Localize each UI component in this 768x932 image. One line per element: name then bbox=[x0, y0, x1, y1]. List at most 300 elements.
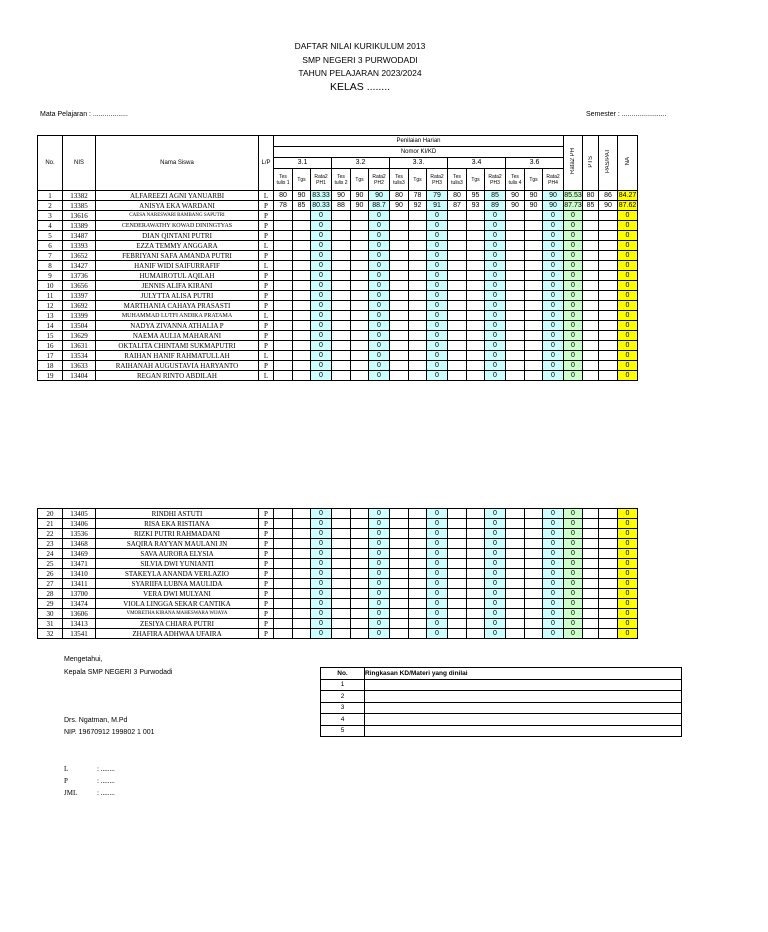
grade-cell bbox=[525, 629, 543, 639]
grade-cell bbox=[599, 281, 618, 291]
grade-cell bbox=[599, 589, 618, 599]
grade-cell: 84.27 bbox=[618, 191, 637, 199]
grade-cell: 0 bbox=[427, 579, 448, 589]
grade-cell bbox=[351, 609, 369, 619]
student-gender: P bbox=[259, 221, 274, 231]
student-gender: P bbox=[259, 361, 274, 371]
student-no: 6 bbox=[38, 241, 63, 251]
grade-cell bbox=[583, 629, 599, 639]
grade-cell: 0 bbox=[369, 519, 390, 529]
grade-cell bbox=[390, 519, 409, 529]
grade-cell: 0 bbox=[427, 291, 448, 301]
grade-cell bbox=[332, 331, 351, 341]
grade-cell: 0 bbox=[311, 599, 332, 609]
grade-cell bbox=[409, 301, 427, 311]
grade-cell bbox=[506, 261, 525, 271]
student-gender: P bbox=[259, 539, 274, 549]
student-gender: P bbox=[259, 619, 274, 629]
grades-table-page2 bbox=[37, 508, 638, 639]
grade-cell: 0 bbox=[311, 609, 332, 619]
grade-cell bbox=[409, 351, 427, 361]
grade-cell: 0 bbox=[485, 361, 506, 371]
grade-cell: 80.33 bbox=[312, 201, 330, 209]
grade-cell bbox=[506, 559, 525, 569]
grade-cell bbox=[409, 619, 427, 629]
kd-row-content[interactable] bbox=[365, 725, 682, 737]
student-no: 8 bbox=[38, 261, 63, 271]
grade-cell: 88 bbox=[332, 201, 351, 211]
grade-cell: 0 bbox=[311, 251, 332, 261]
grade-cell: 0 bbox=[311, 261, 332, 271]
student-row bbox=[38, 321, 638, 331]
student-no: 7 bbox=[38, 251, 63, 261]
grade-cell bbox=[467, 351, 485, 361]
student-nis: 13385 bbox=[63, 201, 96, 211]
col-pts bbox=[583, 136, 599, 191]
grade-cell bbox=[274, 599, 293, 609]
grade-cell: 0 bbox=[543, 599, 564, 609]
grade-cell bbox=[351, 301, 369, 311]
col-no: No. bbox=[38, 136, 63, 191]
sub-column-header: Rata2 PH4 bbox=[543, 169, 564, 191]
grade-cell bbox=[583, 569, 599, 579]
grade-cell: 0 bbox=[485, 629, 506, 639]
grade-cell bbox=[506, 629, 525, 639]
grade-cell: 0 bbox=[618, 281, 638, 291]
grade-cell bbox=[293, 211, 311, 221]
grade-cell bbox=[293, 241, 311, 251]
grade-cell bbox=[293, 361, 311, 371]
grade-cell bbox=[351, 311, 369, 321]
grade-cell: 0 bbox=[369, 361, 390, 371]
grade-cell bbox=[293, 271, 311, 281]
grade-cell: 0 bbox=[543, 221, 564, 231]
grade-cell bbox=[506, 221, 525, 231]
grade-cell bbox=[506, 519, 525, 529]
grade-cell: 88.7 bbox=[369, 201, 390, 211]
grade-cell bbox=[506, 371, 525, 381]
student-no: 12 bbox=[38, 301, 63, 311]
grade-cell bbox=[583, 261, 599, 271]
student-nis: 13616 bbox=[63, 211, 96, 221]
grade-cell: 80 bbox=[274, 191, 293, 201]
grade-cell bbox=[390, 371, 409, 381]
grade-cell bbox=[293, 291, 311, 301]
student-row bbox=[38, 549, 638, 559]
student-row bbox=[38, 301, 638, 311]
grade-cell bbox=[583, 559, 599, 569]
grade-cell bbox=[506, 361, 525, 371]
grade-cell: 0 bbox=[564, 261, 583, 271]
grade-cell bbox=[409, 609, 427, 619]
grade-cell bbox=[583, 271, 599, 281]
grade-cell: 78 bbox=[274, 201, 293, 211]
student-gender: P bbox=[259, 579, 274, 589]
grade-cell bbox=[390, 221, 409, 231]
student-row bbox=[38, 241, 638, 251]
header-school: SMP NEGERI 3 PURWODADI bbox=[302, 54, 418, 65]
student-row bbox=[38, 331, 638, 341]
grade-cell bbox=[525, 559, 543, 569]
grade-cell bbox=[351, 351, 369, 361]
grade-cell bbox=[274, 251, 293, 261]
grade-cell: 0 bbox=[311, 241, 332, 251]
grade-cell: 0 bbox=[543, 351, 564, 361]
header-class: KELAS ........ bbox=[329, 80, 391, 93]
student-row bbox=[38, 529, 638, 539]
grade-cell: 90 bbox=[332, 191, 351, 201]
student-name: STAKEYLA ANANDA VERLAZIO bbox=[96, 569, 259, 579]
grade-cell bbox=[525, 589, 543, 599]
sub-column-header: Rata2 PH3 bbox=[485, 169, 506, 191]
grade-cell bbox=[467, 599, 485, 609]
grade-cell bbox=[525, 609, 543, 619]
grade-cell: 0 bbox=[618, 559, 638, 569]
student-row bbox=[38, 221, 638, 231]
student-name: SAQIRA RAYYAN MAULANI JN bbox=[96, 539, 259, 549]
kd-row-no: 4 bbox=[321, 714, 365, 726]
grade-cell bbox=[293, 529, 311, 539]
grade-cell bbox=[525, 371, 543, 381]
student-gender: L bbox=[259, 191, 274, 201]
grade-cell bbox=[599, 311, 618, 321]
student-nis: 13504 bbox=[63, 321, 96, 331]
grade-cell: 92 bbox=[409, 201, 427, 211]
grade-cell bbox=[583, 351, 599, 361]
grade-cell: 0 bbox=[618, 509, 638, 519]
grade-cell: 90 bbox=[390, 201, 409, 211]
grade-cell bbox=[293, 579, 311, 589]
grade-cell: 0 bbox=[564, 529, 583, 539]
grade-cell: 0 bbox=[618, 549, 638, 559]
grade-cell: 0 bbox=[427, 569, 448, 579]
grade-cell bbox=[599, 569, 618, 579]
student-nis: 13389 bbox=[63, 221, 96, 231]
gender-legend bbox=[64, 763, 115, 799]
sub-column-header: Rata2 PH2 bbox=[369, 169, 390, 191]
legend-value: : ........ bbox=[97, 777, 115, 785]
grade-cell bbox=[583, 221, 599, 231]
grade-cell bbox=[293, 321, 311, 331]
grade-cell bbox=[274, 261, 293, 271]
grade-cell: 0 bbox=[485, 619, 506, 629]
grade-cell bbox=[467, 331, 485, 341]
col-pas bbox=[599, 136, 618, 191]
grade-cell bbox=[274, 519, 293, 529]
grade-cell: 0 bbox=[485, 589, 506, 599]
grade-cell: 0 bbox=[618, 231, 638, 241]
grade-cell: 0 bbox=[485, 281, 506, 291]
student-gender: P bbox=[259, 331, 274, 341]
grade-cell bbox=[390, 281, 409, 291]
grade-cell bbox=[293, 331, 311, 341]
grade-cell bbox=[467, 261, 485, 271]
student-row bbox=[38, 251, 638, 261]
grade-cell bbox=[293, 311, 311, 321]
grade-cell: 91 bbox=[427, 201, 448, 211]
grade-cell: 0 bbox=[618, 361, 638, 371]
grade-cell bbox=[599, 371, 618, 381]
grade-cell: 90 bbox=[525, 201, 543, 211]
acknowledged-label: Mengetahui, bbox=[64, 656, 103, 663]
sub-column-header: Tes tulis 1 bbox=[274, 169, 293, 191]
grade-cell bbox=[583, 321, 599, 331]
grade-cell bbox=[525, 509, 543, 519]
grade-cell: 0 bbox=[564, 549, 583, 559]
student-row bbox=[38, 589, 638, 599]
grade-cell: 85 bbox=[583, 201, 599, 211]
kd-row bbox=[321, 679, 682, 691]
grade-cell bbox=[332, 519, 351, 529]
grade-cell bbox=[390, 619, 409, 629]
grade-cell bbox=[525, 549, 543, 559]
grade-cell: 0 bbox=[564, 281, 583, 291]
student-row bbox=[38, 361, 638, 371]
grade-cell bbox=[506, 251, 525, 261]
student-row bbox=[38, 539, 638, 549]
student-name: JENNIS ALIFA KIRANI bbox=[96, 281, 259, 291]
grade-cell: 87.73 bbox=[564, 201, 582, 209]
grade-cell: 0 bbox=[369, 281, 390, 291]
grade-cell bbox=[525, 331, 543, 341]
subject-field: Mata Pelajaran : .................. bbox=[40, 111, 128, 118]
kd-row-content[interactable] bbox=[365, 679, 682, 691]
sub-column-header: Rata2 PH1 bbox=[311, 169, 332, 191]
student-gender: P bbox=[259, 589, 274, 599]
kd-row-content[interactable] bbox=[365, 714, 682, 726]
legend-value: : ........ bbox=[97, 765, 115, 773]
kd-row bbox=[321, 714, 682, 726]
grade-cell: 0 bbox=[618, 211, 638, 221]
grade-cell bbox=[525, 291, 543, 301]
grade-cell bbox=[351, 559, 369, 569]
sub-column-header: Tgs bbox=[525, 169, 543, 191]
grade-cell: 95 bbox=[467, 191, 485, 201]
grade-cell bbox=[409, 559, 427, 569]
grade-cell bbox=[467, 291, 485, 301]
student-nis: 13410 bbox=[63, 569, 96, 579]
grade-cell bbox=[390, 291, 409, 301]
kd-row-content[interactable] bbox=[365, 691, 682, 703]
student-no: 25 bbox=[38, 559, 63, 569]
student-no: 18 bbox=[38, 361, 63, 371]
grade-cell: 0 bbox=[427, 251, 448, 261]
grade-cell: 0 bbox=[427, 599, 448, 609]
student-row bbox=[38, 311, 638, 321]
grade-cell bbox=[274, 549, 293, 559]
grade-cell bbox=[409, 539, 427, 549]
grade-cell: 0 bbox=[543, 261, 564, 271]
grade-cell bbox=[583, 241, 599, 251]
grade-cell bbox=[409, 311, 427, 321]
student-row bbox=[38, 599, 638, 609]
student-nis: 13382 bbox=[63, 191, 96, 201]
grade-cell: 0 bbox=[543, 529, 564, 539]
grade-cell: 0 bbox=[543, 589, 564, 599]
student-name: NAEMA AULIA MAHARANI bbox=[96, 331, 259, 341]
grade-cell bbox=[599, 529, 618, 539]
grade-cell bbox=[351, 331, 369, 341]
grade-cell bbox=[351, 271, 369, 281]
student-name: ZHAFIRA ADHWAA UFAIRA bbox=[96, 629, 259, 639]
grade-cell bbox=[448, 361, 467, 371]
grade-cell: 0 bbox=[564, 271, 583, 281]
grade-cell bbox=[525, 341, 543, 351]
grade-cell bbox=[448, 619, 467, 629]
student-no: 1 bbox=[38, 191, 63, 201]
grade-cell bbox=[293, 509, 311, 519]
grade-cell: 90 bbox=[543, 201, 564, 211]
grade-cell bbox=[332, 579, 351, 589]
student-gender: P bbox=[259, 609, 274, 619]
grade-cell bbox=[448, 529, 467, 539]
grade-cell bbox=[274, 579, 293, 589]
grade-cell: 0 bbox=[311, 301, 332, 311]
grade-cell bbox=[390, 311, 409, 321]
sub-column-header: Tgs bbox=[293, 169, 311, 191]
grade-cell bbox=[583, 589, 599, 599]
grade-cell bbox=[467, 361, 485, 371]
student-name: CENDERAWATHY KOWAD DININGTYAS bbox=[96, 221, 259, 231]
student-row bbox=[38, 281, 638, 291]
grade-cell bbox=[409, 549, 427, 559]
grade-cell bbox=[409, 599, 427, 609]
grade-cell: 0 bbox=[564, 509, 583, 519]
grade-cell bbox=[390, 559, 409, 569]
grade-cell bbox=[274, 311, 293, 321]
grade-cell bbox=[351, 569, 369, 579]
student-name: RIZKI PUTRI RAHMADANI bbox=[96, 529, 259, 539]
grade-cell bbox=[274, 361, 293, 371]
grade-cell: 0 bbox=[618, 529, 638, 539]
grade-cell: 0 bbox=[543, 321, 564, 331]
col-pts-label: PTS bbox=[587, 155, 594, 168]
grade-cell bbox=[506, 341, 525, 351]
grade-cell: 0 bbox=[369, 589, 390, 599]
grade-cell bbox=[293, 589, 311, 599]
grade-cell bbox=[467, 221, 485, 231]
grade-cell: 0 bbox=[369, 261, 390, 271]
grade-cell: 0 bbox=[311, 291, 332, 301]
sub-column-header: Tes tulis3 bbox=[390, 169, 409, 191]
kd-row-no: 1 bbox=[321, 679, 365, 691]
student-row bbox=[38, 579, 638, 589]
grade-cell bbox=[448, 271, 467, 281]
student-gender: P bbox=[259, 321, 274, 331]
student-row bbox=[38, 201, 638, 211]
student-row bbox=[38, 559, 638, 569]
grade-cell bbox=[351, 221, 369, 231]
grade-cell bbox=[409, 221, 427, 231]
grade-cell bbox=[293, 231, 311, 241]
grade-cell bbox=[351, 619, 369, 629]
grade-cell: 0 bbox=[543, 361, 564, 371]
grade-cell bbox=[390, 569, 409, 579]
grade-cell bbox=[599, 539, 618, 549]
student-nis: 13406 bbox=[63, 519, 96, 529]
grade-cell bbox=[332, 231, 351, 241]
grade-cell bbox=[332, 311, 351, 321]
grade-cell: 0 bbox=[369, 559, 390, 569]
student-no: 29 bbox=[38, 599, 63, 609]
grade-cell bbox=[506, 271, 525, 281]
grade-cell bbox=[525, 619, 543, 629]
grade-cell bbox=[351, 231, 369, 241]
grade-cell: 90 bbox=[599, 201, 618, 211]
grade-cell bbox=[599, 579, 618, 589]
grade-cell: 80 bbox=[390, 191, 409, 201]
grade-cell bbox=[409, 261, 427, 271]
student-name: OKTALITA CHINTAMI SUKMAPUTRI bbox=[96, 341, 259, 351]
grade-cell bbox=[409, 509, 427, 519]
grade-cell: 0 bbox=[543, 579, 564, 589]
grade-cell: 0 bbox=[543, 331, 564, 341]
grade-cell bbox=[448, 341, 467, 351]
grade-cell bbox=[525, 211, 543, 221]
grade-cell bbox=[506, 281, 525, 291]
sub-column-header: Tes tulis 4 bbox=[506, 169, 525, 191]
grade-cell: 0 bbox=[427, 221, 448, 231]
grade-cell bbox=[525, 579, 543, 589]
student-row bbox=[38, 609, 638, 619]
grade-cell bbox=[525, 221, 543, 231]
grade-cell bbox=[448, 291, 467, 301]
grade-cell bbox=[448, 371, 467, 381]
student-row bbox=[38, 371, 638, 381]
grade-cell: 0 bbox=[543, 619, 564, 629]
student-gender: P bbox=[259, 569, 274, 579]
grade-cell bbox=[390, 271, 409, 281]
grade-cell: 80 bbox=[583, 191, 599, 201]
student-gender: P bbox=[259, 509, 274, 519]
grade-cell: 0 bbox=[564, 321, 583, 331]
grade-cell bbox=[583, 599, 599, 609]
student-no: 31 bbox=[38, 619, 63, 629]
grade-cell: 0 bbox=[564, 251, 583, 261]
grade-cell bbox=[599, 341, 618, 351]
grade-cell: 0 bbox=[618, 341, 638, 351]
grade-cell bbox=[390, 361, 409, 371]
grade-cell bbox=[448, 241, 467, 251]
grade-cell: 0 bbox=[543, 301, 564, 311]
grade-cell bbox=[274, 301, 293, 311]
student-no: 11 bbox=[38, 291, 63, 301]
grade-cell bbox=[390, 529, 409, 539]
grade-cell: 0 bbox=[485, 241, 506, 251]
grade-cell: 0 bbox=[311, 311, 332, 321]
grade-cell bbox=[599, 519, 618, 529]
grade-cell: 0 bbox=[564, 331, 583, 341]
grade-cell bbox=[506, 579, 525, 589]
grade-cell: 0 bbox=[564, 311, 583, 321]
grade-cell: 0 bbox=[427, 609, 448, 619]
grade-cell: 0 bbox=[564, 609, 583, 619]
grade-cell: 0 bbox=[618, 609, 638, 619]
grade-cell bbox=[506, 351, 525, 361]
student-no: 16 bbox=[38, 341, 63, 351]
student-name: MUHAMMAD LUTFI ANDIKA PRATAMA bbox=[96, 311, 259, 321]
grade-cell: 0 bbox=[618, 589, 638, 599]
grade-cell: 0 bbox=[485, 331, 506, 341]
student-row bbox=[38, 341, 638, 351]
grade-cell: 0 bbox=[564, 599, 583, 609]
grade-cell: 0 bbox=[369, 331, 390, 341]
grade-cell bbox=[467, 509, 485, 519]
grade-cell bbox=[599, 221, 618, 231]
col-lp: L/P bbox=[259, 136, 274, 191]
student-no: 14 bbox=[38, 321, 63, 331]
kd-row-content[interactable] bbox=[365, 702, 682, 714]
